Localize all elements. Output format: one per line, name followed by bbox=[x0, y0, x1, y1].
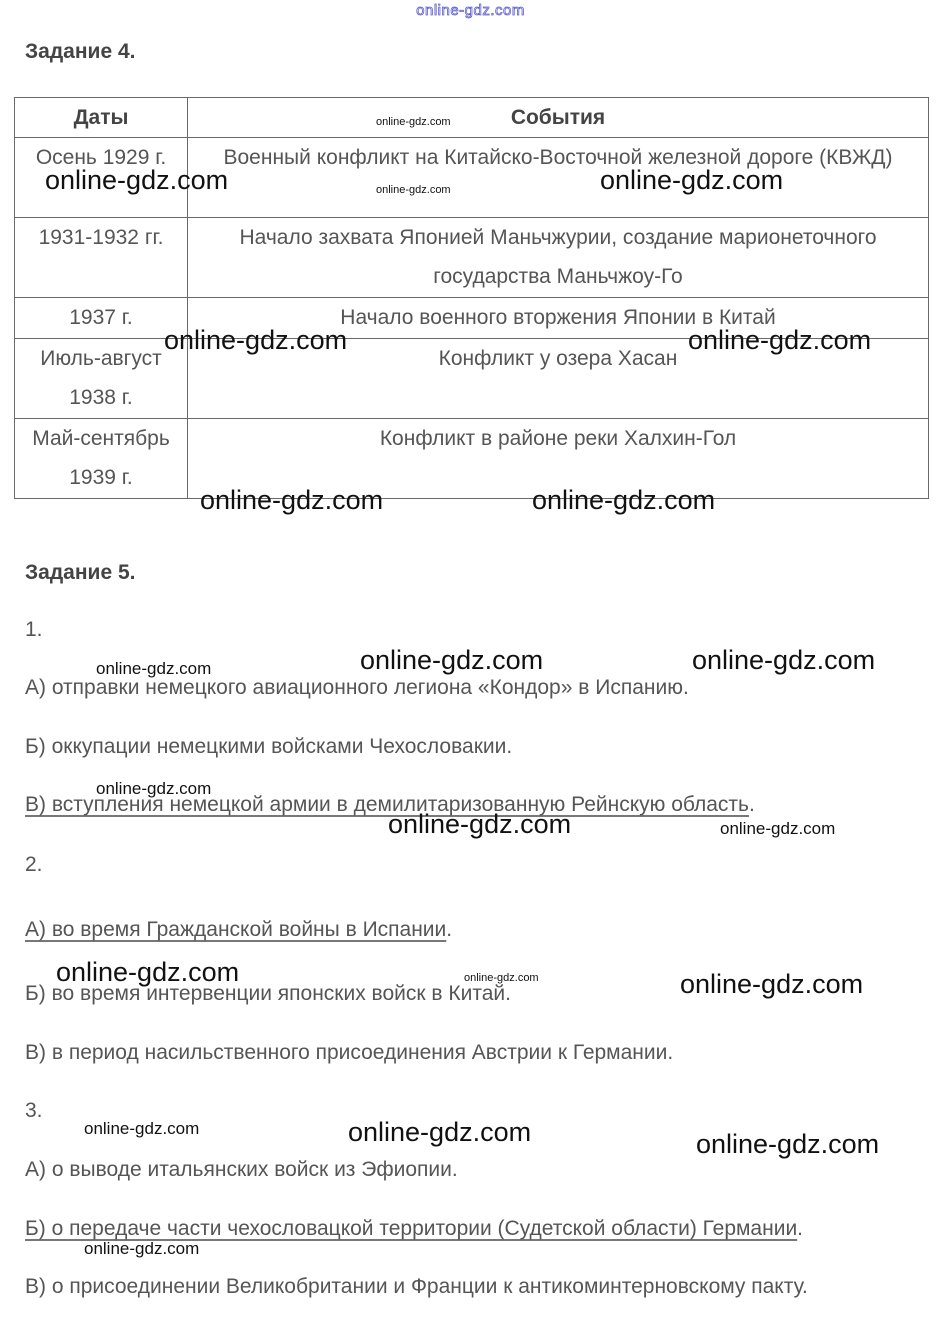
task5-heading: Задание 5. bbox=[25, 561, 136, 584]
watermark: online-gdz.com bbox=[532, 485, 716, 515]
watermark: online-gdz.com bbox=[96, 659, 212, 678]
date-cell: Май-сентябрь 1939 г. bbox=[15, 419, 188, 499]
question-number: 3. bbox=[25, 1099, 43, 1122]
answer-option-correct: А) во время Гражданской войны в Испании. bbox=[25, 918, 453, 941]
watermark: online-gdz.com bbox=[696, 1129, 880, 1159]
watermark: online-gdz.com bbox=[360, 645, 544, 675]
watermark: online-gdz.com bbox=[96, 779, 212, 798]
date-cell: 1931-1932 гг. bbox=[15, 218, 188, 298]
watermark: online-gdz.com bbox=[376, 116, 451, 128]
date-cell: 1937 г. bbox=[15, 298, 188, 339]
column-header-events: События bbox=[188, 98, 929, 138]
answer-option-correct: В) вступления немецкой армии в демилитаризованную Рейнскую область. bbox=[25, 793, 755, 816]
question-number: 2. bbox=[25, 853, 43, 876]
watermark: online-gdz.com bbox=[376, 184, 451, 196]
watermark: online-gdz.com bbox=[388, 809, 572, 839]
watermark: online-gdz.com bbox=[600, 165, 784, 195]
answer-option-correct: Б) о передаче части чехословацкой территории (Судетской области) Германии. bbox=[25, 1217, 804, 1240]
event-cell: Военный конфликт на Китайско-Восточной железной дороге (КВЖД) bbox=[188, 138, 929, 218]
watermark: online-gdz.com bbox=[45, 165, 229, 195]
site-banner[interactable]: online-gdz.com bbox=[416, 2, 525, 19]
date-cell: Осень 1929 г. bbox=[15, 138, 188, 218]
answer-option: В) о присоединении Великобритании и Франции к антикоминтерновскому пакту. bbox=[25, 1275, 808, 1298]
watermark: online-gdz.com bbox=[56, 957, 240, 987]
watermark: online-gdz.com bbox=[680, 969, 864, 999]
event-cell: Конфликт у озера Хасан bbox=[188, 339, 929, 419]
correct-answer-text: А) во время Гражданской войны в Испании bbox=[25, 918, 447, 941]
watermark: online-gdz.com bbox=[348, 1117, 532, 1147]
watermark: online-gdz.com bbox=[720, 819, 836, 838]
table-header-row bbox=[15, 98, 929, 138]
watermark: online-gdz.com bbox=[84, 1239, 200, 1258]
watermark: online-gdz.com bbox=[164, 325, 348, 355]
watermark: online-gdz.com bbox=[688, 325, 872, 355]
answer-option: Б) оккупации немецкими войсками Чехословакии. bbox=[25, 735, 513, 758]
watermark: online-gdz.com bbox=[692, 645, 876, 675]
column-header-dates: Даты bbox=[15, 98, 188, 138]
correct-answer-text: Б) о передаче части чехословацкой территории (Судетской области) Германии bbox=[25, 1217, 798, 1240]
answer-option: В) в период насильственного присоединения Австрии к Германии. bbox=[25, 1041, 674, 1064]
table-row bbox=[15, 298, 929, 339]
event-cell: Начало военного вторжения Японии в Китай bbox=[188, 298, 929, 339]
answer-option: А) отправки немецкого авиационного легиона «Кондор» в Испанию. bbox=[25, 676, 689, 699]
event-cell: Конфликт в районе реки Халхин-Гол bbox=[188, 419, 929, 499]
table-row bbox=[15, 138, 929, 218]
table-row bbox=[15, 419, 929, 499]
task4-heading: Задание 4. bbox=[25, 40, 136, 63]
question-number: 1. bbox=[25, 618, 43, 641]
table-row bbox=[15, 339, 929, 419]
date-cell: Июль-август 1938 г. bbox=[15, 339, 188, 419]
event-cell: Начало захвата Японией Маньчжурии, создание марионеточного государства Маньчжоу-Го bbox=[188, 218, 929, 298]
correct-answer-text: В) вступления немецкой армии в демилитаризованную Рейнскую область bbox=[25, 793, 749, 816]
answer-option: А) о выводе итальянских войск из Эфиопии. bbox=[25, 1158, 458, 1181]
answer-option: Б) во время интервенции японских войск в Китай. bbox=[25, 982, 511, 1005]
watermark: online-gdz.com bbox=[84, 1119, 200, 1138]
watermark: online-gdz.com bbox=[464, 972, 539, 984]
watermark: online-gdz.com bbox=[200, 485, 384, 515]
table-row bbox=[15, 218, 929, 298]
events-table bbox=[14, 97, 929, 499]
